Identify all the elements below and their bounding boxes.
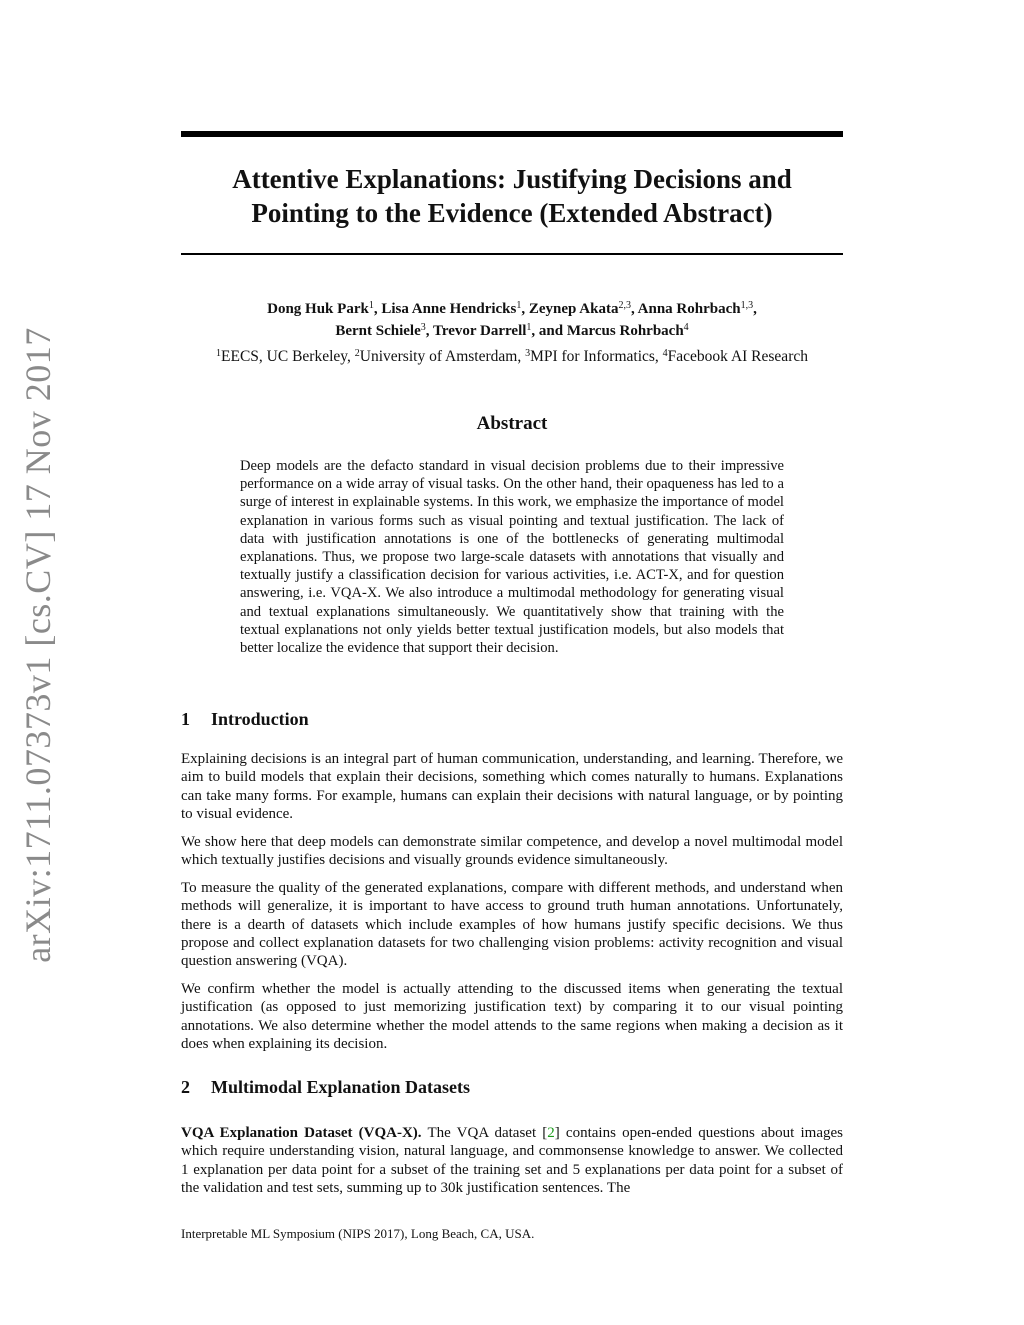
author-name: Dong Huk Park [267, 301, 369, 317]
title-line-1: Attentive Explanations: Justifying Decisions and [232, 164, 792, 194]
affiliation-name: University of Amsterdam, [359, 348, 526, 365]
abstract-text: Deep models are the defacto standard in visual decision problems due to their impressive performance on a wide array of visual tasks. On the other hand, their opaqueness has led to a surge of interest in explainable systems. In this work, we emphasize the importance of model explanation in various forms such as visual pointing and textual justification. The lack of data with justification annotations is one of the bottlenecks of generating multimodal explanations. Thus, we propose two large-scale datasets with annotations that visually and textually justify a classification decision for various activities, i.e. ACT-X, and for question answering, i.e. VQA-X. We also introduce a multimodal methodology for generating visual and textual explanations simultaneously. We quantitatively show that training with the textual explanations not only yields better textual justification models, but also models that better localize the evidence that support their decision. [240, 458, 784, 657]
section-title: Multimodal Explanation Datasets [211, 1077, 471, 1097]
author-list [181, 298, 843, 342]
author-name: Lisa Anne Hendricks [381, 301, 517, 317]
author-affil-mark: 1 [368, 300, 374, 311]
title-top-rule [181, 131, 843, 137]
paper-title [181, 162, 843, 230]
author-name: Marcus Rohrbach [566, 323, 684, 339]
author-affil-mark: 3 [420, 322, 426, 333]
vqa-x-paragraph: VQA Explanation Dataset (VQA-X). The VQA dataset [2] contains open-ended questions about images which require understanding vision, natural language, and commonsense knowledge to answer. We collected 1 explanation per data point for a subset of the training set and 5 explanations per data point for a subset of the validation and test sets, summing up to 30k justification sentences. The [181, 1125, 843, 1196]
section-number: 2 [181, 1077, 190, 1097]
intro-paragraph-4: We confirm whether the model is actually attending to the discussed items when generating the textual justification (as opposed to just memorizing justification text) by comparing it to our visual pointing annotations. We also determine whether the model attends to the same regions when making a decision as it does when explaining its decision. [181, 981, 843, 1052]
arxiv-stamp-text: arXiv:1711.07373v1 [cs.CV] 17 Nov 2017 [18, 327, 59, 963]
affiliation-name: EECS, UC Berkeley, [221, 348, 355, 365]
section-2-heading [181, 1077, 843, 1098]
author-name: Zeynep Akata [528, 301, 619, 317]
paragraph-lead-in: VQA Explanation Dataset (VQA-X). [181, 1125, 422, 1141]
intro-paragraph-1: Explaining decisions is an integral part of human communication, understanding, and learning. Therefore, we aim to build models that explain their decisions, something which comes naturally to humans. Explanations can take many forms. For example, humans can explain their decisions with natural language, or by pointing to visual evidence. [181, 751, 843, 822]
affiliation-name: MPI for Informatics, [530, 348, 663, 365]
author-affil-mark: 1 [516, 300, 522, 311]
citation-link[interactable]: 2 [547, 1125, 555, 1141]
author-line-2: Bernt Schiele$^3$, Trevor Darrell$^1$, and Marcus Rohrbach$^4$ [335, 322, 689, 339]
section-title: Introduction [211, 709, 309, 729]
intro-paragraph-3: To measure the quality of the generated explanations, compare with different methods, and understand when methods will generalize, it is important to have access to ground truth human annotations. Unfortunately, there is a dearth of datasets which include examples of how humans justify specific decisions. We thus propose and collect explanation datasets for two challenging vision problems: activity recognition and visual question answering (VQA). [181, 880, 843, 970]
affiliation-name: Facebook AI Research [667, 348, 808, 365]
author-affil-mark: 4 [683, 322, 689, 333]
author-affil-mark: 1,3 [740, 300, 754, 311]
author-affil-mark: 2,3 [618, 300, 631, 311]
section-number: 1 [181, 709, 190, 729]
abstract-heading: Abstract [476, 413, 548, 434]
footer-venue: Interpretable ML Symposium (NIPS 2017), Long Beach, CA, USA. [181, 1226, 535, 1241]
title-bottom-rule [181, 253, 843, 255]
affiliations: $^1$EECS, UC Berkeley, $^2$University of Amsterdam, $^3$MPI for Informatics, $^4$Facebook AI Research [216, 348, 808, 365]
author-line-1: Dong Huk Park$^1$, Lisa Anne Hendricks$^1$, Zeynep Akata$^{2,3}$, Anna Rohrbach$^{1,3}$, [267, 300, 757, 317]
author-name: Anna Rohrbach [637, 301, 741, 317]
arxiv-side-stamp [8, 327, 68, 963]
section-1-heading [181, 709, 843, 730]
author-affil-mark: 1 [526, 322, 532, 333]
intro-paragraph-2: We show here that deep models can demonstrate similar competence, and develop a novel multimodal model which textually justifies decisions and visually grounds evidence simultaneously. [181, 834, 843, 869]
title-line-2: Pointing to the Evidence (Extended Abstract) [251, 198, 773, 228]
author-name: Trevor Darrell [432, 323, 527, 339]
author-name: Bernt Schiele [335, 323, 421, 339]
